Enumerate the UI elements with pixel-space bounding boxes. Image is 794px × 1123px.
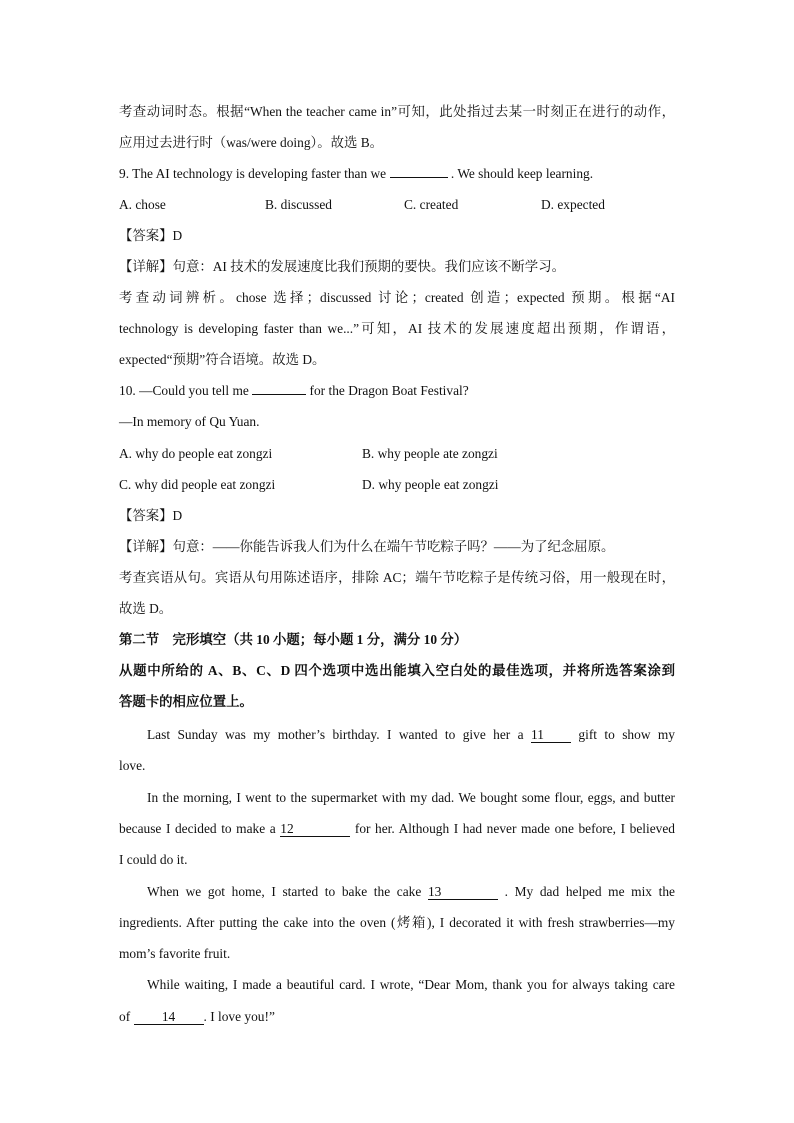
q10-option-a: A. why do people eat zongzi: [119, 446, 273, 461]
passage-text: of: [119, 1009, 131, 1024]
q10-stem-text: 10. —Could you tell me: [119, 383, 249, 398]
q9-blank: [390, 177, 448, 178]
passage-line-2: love.: [119, 758, 146, 773]
section-heading: 第二节 完形填空（共 10 小题；每小题 1 分，满分 10 分）: [119, 632, 468, 647]
passage-line-8: mom’s favorite fruit.: [119, 946, 231, 961]
q9-analysis-line-2: technology is developing faster than we...”可知，AI 技术的发展速度超出预期，作谓语，: [119, 321, 675, 336]
q10-answer: 【答案】D: [119, 508, 183, 523]
q10-stem-end: for the Dragon Boat Festival?: [309, 383, 469, 398]
passage-line-1: [147, 726, 675, 744]
passage-line-6: [147, 883, 675, 901]
q8-analysis-line-2: 应用过去进行时（was/were doing）。故选 B。: [119, 135, 384, 150]
q10-analysis-line-1: 考查宾语从句。宾语从句用陈述语序，排除 AC；端午节吃粽子是传统习俗，用一般现在时，: [119, 570, 675, 585]
q9-answer: 【答案】D: [119, 228, 183, 243]
q10-option-b: B. why people ate zongzi: [362, 446, 498, 461]
q10-option-d: D. why people eat zongzi: [362, 477, 499, 492]
q10-option-c: C. why did people eat zongzi: [119, 477, 276, 492]
q9-option-b: B. discussed: [265, 197, 332, 212]
q9-option-c: C. created: [404, 197, 459, 212]
passage-text: for her. Although I had never made one before, I believed: [354, 821, 675, 836]
q9-detail: 【详解】句意：AI 技术的发展速度比我们预期的要快。我们应该不断学习。: [119, 259, 565, 274]
q10-analysis-line-2: 故选 D。: [119, 601, 173, 616]
passage-line-5: I could do it.: [119, 852, 188, 867]
q8-analysis-line-1: 考查动词时态。根据“When the teacher came in”可知，此处指过去某一时刻正在进行的动作，: [119, 104, 675, 119]
q10-detail: 【详解】句意：——你能告诉我人们为什么在端午节吃粽子吗？——为了纪念屈原。: [119, 539, 615, 554]
passage-line-4: [119, 820, 675, 838]
cloze-blank-11: 11: [531, 728, 571, 743]
cloze-blank-12: 12: [280, 822, 350, 837]
passage-text: Last Sunday was my mother’s birthday. I wanted to give her a: [147, 727, 524, 742]
q9-stem-end: . We should keep learning.: [450, 166, 594, 181]
q9-analysis-line-3: expected“预期”符合语境。故选 D。: [119, 352, 326, 367]
q9-analysis-line-1: 考查动词辨析。chose 选择；discussed 讨论；created 创造；expected 预期。根据“AI: [119, 290, 675, 305]
section-instruction-line-2: 答题卡的相应位置上。: [119, 694, 253, 709]
q10-blank: [252, 394, 306, 395]
passage-text: because I decided to make a: [119, 821, 276, 836]
passage-text: . I love you!”: [203, 1009, 275, 1024]
passage-text: . My dad helped me mix the: [504, 884, 676, 899]
section-instruction-line-1: 从题中所给的 A、B、C、D 四个选项中选出能填入空白处的最佳选项，并将所选答案涂到: [119, 663, 675, 678]
cloze-blank-14: 14: [134, 1010, 204, 1025]
passage-text: gift to show my: [578, 727, 675, 742]
q9-option-d: D. expected: [541, 197, 605, 212]
q10-stem: [119, 382, 469, 400]
cloze-blank-13: 13: [428, 885, 498, 900]
passage-line-3: In the morning, I went to the supermarket with my dad. We bought some flour, eggs, and butter: [147, 790, 675, 805]
q9-option-a: A. chose: [119, 197, 166, 212]
passage-line-9: While waiting, I made a beautiful card. I wrote, “Dear Mom, thank you for always taking care: [147, 977, 675, 992]
q10-reply: —In memory of Qu Yuan.: [119, 414, 260, 429]
q9-stem: [119, 165, 593, 183]
passage-line-7: ingredients. After putting the cake into the oven (烤箱), I decorated it with fresh strawberries—my: [119, 915, 675, 930]
q9-stem-text: 9. The AI technology is developing faster than we: [119, 166, 387, 181]
passage-line-10: [119, 1008, 275, 1026]
passage-text: When we got home, I started to bake the cake: [147, 884, 422, 899]
